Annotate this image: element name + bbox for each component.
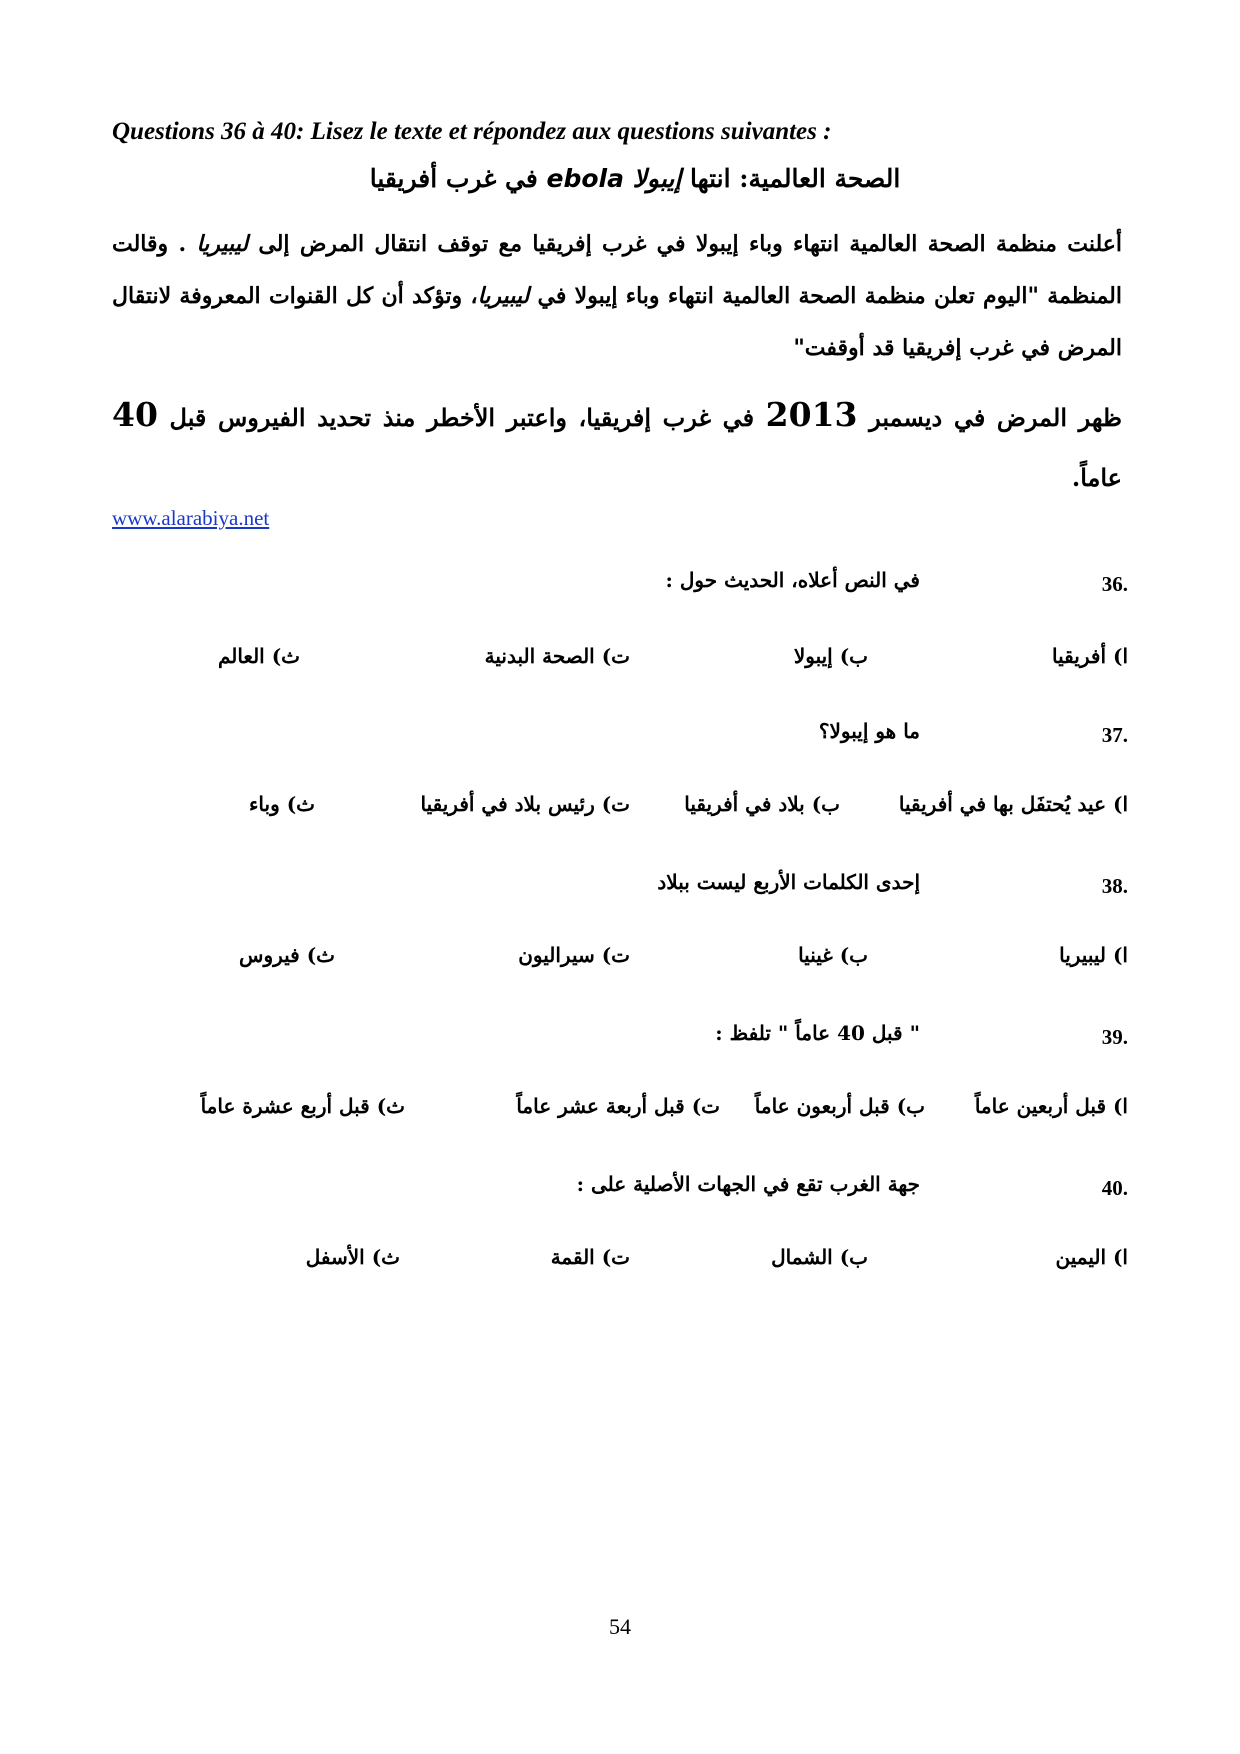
question-37-option-a[interactable]: ا) عيد يُحتفَل بها في أفريقيا [898,792,1128,816]
question-38-option-d[interactable]: ث) فيروس [239,943,335,967]
question-36-option-d[interactable]: ث) العالم [217,644,300,668]
p2-text-3: عاماً. [1071,463,1122,492]
article-title [150,164,1120,193]
question-36-option-b[interactable]: ب) إيبولا [793,644,868,668]
question-37-option-b[interactable]: ب) بلاد في أفريقيا [684,792,840,816]
article-paragraph-1 [112,218,1122,374]
title-part-4: في غرب أفريقيا [369,164,547,193]
source-link[interactable]: www.alarabiya.net [112,506,270,530]
question-40-number: 40. [1101,1176,1128,1200]
question-38-number: 38. [1101,874,1128,898]
question-37-text: ما هو إيبولا؟ [818,719,920,743]
question-40-text: جهة الغرب تقع في الجهات الأصلية على : [576,1172,920,1196]
p1-text-2: . وقالت المنظمة "اليوم تعلن منظمة الصحة العالمية انتهاء وباء إيبولا في [112,231,1122,309]
instruction-heading: Questions 36 à 40: Lisez le texte et répondez aux questions suivantes : [112,118,832,145]
question-36-number: 36. [1101,572,1128,596]
title-part-1: الصحة العالمية: انتها [681,164,901,193]
p1-text-3: ، وتؤكد أن كل القنوات المعروفة لانتقال المرض في غرب إفريقيا قد أوقفت" [112,283,1122,361]
p2-text-2: في غرب إفريقيا، واعتبر الأخطر منذ تحديد الفيروس قبل [157,403,766,432]
question-37-option-c[interactable]: ت) رئيس بلاد في أفريقيا [420,792,630,816]
question-38-option-c[interactable]: ت) سيراليون [518,943,630,967]
p2-year: 2013 [765,395,858,434]
page-number: 54 [609,1614,631,1639]
question-38-option-b[interactable]: ب) غينيا [798,943,868,967]
question-40-option-b[interactable]: ب) الشمال [771,1245,868,1269]
p2-forty: 40 [112,395,158,434]
question-36-text: في النص أعلاه، الحديث حول : [665,568,920,592]
title-part-2: إيبولا [632,164,682,193]
question-38-text: إحدى الكلمات الأربع ليست ببلاد [657,870,920,894]
question-39-number: 39. [1101,1025,1128,1049]
question-38-option-a[interactable]: ا) ليبيريا [1059,943,1128,967]
question-40-option-c[interactable]: ت) القمة [550,1245,630,1269]
question-40-option-d[interactable]: ث) الأسفل [305,1245,400,1269]
article-paragraph-2 [112,385,1122,508]
question-39-option-c[interactable]: ت) قبل أربعة عشر عاماً [516,1094,720,1118]
p1-liberia-1: ليبيريا [196,231,249,257]
question-37-number: 37. [1101,723,1128,747]
question-39-option-a[interactable]: ا) قبل أربعين عاماً [974,1094,1128,1118]
title-part-3: ebola [546,164,624,193]
p1-liberia-2: ليبيريا [477,283,530,309]
question-39-option-b[interactable]: ب) قبل أربعون عاماً [754,1094,925,1118]
question-37-option-d[interactable]: ث) وباء [249,792,315,816]
question-36-option-a[interactable]: ا) أفريقيا [1052,644,1128,668]
question-40-option-a[interactable]: ا) اليمين [1055,1245,1128,1269]
p2-text-1: ظهر المرض في ديسمبر [857,403,1122,432]
p1-text-1: أعلنت منظمة الصحة العالمية انتهاء وباء إيبولا في غرب إفريقيا مع توقف انتقال المرض إلى [248,231,1122,257]
question-36-option-c[interactable]: ت) الصحة البدنية [484,644,630,668]
question-39-option-d[interactable]: ث) قبل أربع عشرة عاماً [200,1094,405,1118]
question-39-text: " قبل 40 عاماً " تلفظ : [715,1021,920,1045]
